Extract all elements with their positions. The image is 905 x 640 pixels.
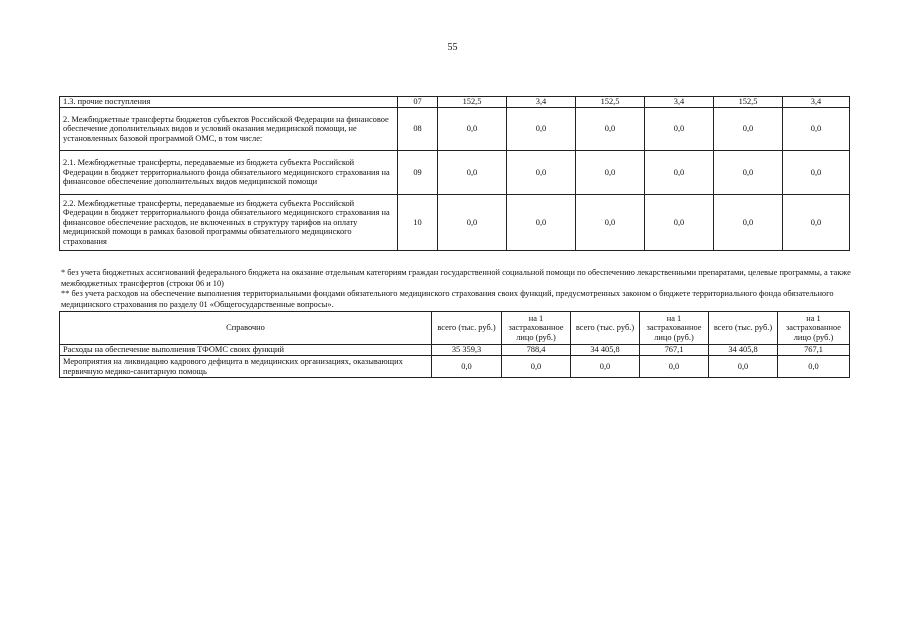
cell-value: 0,0: [576, 151, 645, 195]
column-header: на 1 застрахованное лицо (руб.): [640, 312, 709, 345]
cell-value: 3,4: [783, 97, 850, 108]
cell-value: 0,0: [507, 108, 576, 151]
reference-table: [59, 311, 850, 378]
cell-value: 0,0: [502, 356, 571, 378]
row-code: 10: [398, 195, 438, 251]
column-header: всего (тыс. руб.): [432, 312, 502, 345]
cell-value: 0,0: [714, 108, 783, 151]
column-header: на 1 застрахованное лицо (руб.): [778, 312, 850, 345]
cell-value: 0,0: [438, 151, 507, 195]
row-code: 07: [398, 97, 438, 108]
cell-value: 0,0: [576, 108, 645, 151]
cell-value: 3,4: [507, 97, 576, 108]
cell-value: 0,0: [783, 108, 850, 151]
cell-value: 35 359,3: [432, 345, 502, 356]
cell-value: 0,0: [645, 108, 714, 151]
cell-value: 152,5: [438, 97, 507, 108]
cell-value: 0,0: [438, 108, 507, 151]
row-code: 09: [398, 151, 438, 195]
cell-value: 0,0: [645, 151, 714, 195]
table-row: [60, 108, 850, 151]
cell-value: 34 405,8: [571, 345, 640, 356]
cell-value: 0,0: [571, 356, 640, 378]
cell-value: 0,0: [714, 195, 783, 251]
cell-value: 0,0: [714, 151, 783, 195]
row-label: 2. Межбюджетные трансферты бюджетов субъектов Российской Федерации на финансовое обеспечение дополнительных видов и условий оказания медицинской помощи, не установленных базовой программой ОМС, в том числе:: [60, 108, 398, 151]
cell-value: 0,0: [507, 151, 576, 195]
cell-value: 0,0: [709, 356, 778, 378]
cell-value: 767,1: [640, 345, 709, 356]
row-code: 08: [398, 108, 438, 151]
cell-value: 0,0: [640, 356, 709, 378]
financing-table: [59, 96, 850, 251]
table-row: [60, 151, 850, 195]
cell-value: 0,0: [432, 356, 502, 378]
row-label: Расходы на обеспечение выполнения ТФОМС своих функций: [60, 345, 432, 356]
table-row: [60, 97, 850, 108]
cell-value: 0,0: [783, 151, 850, 195]
row-label: 2.1. Межбюджетные трансферты, передаваемые из бюджета субъекта Российской Федерации в бюджет территориального фонда обязательного медицинского страхования на финансовое обеспечение дополнительных видов медицинской помощи: [60, 151, 398, 195]
cell-value: 152,5: [714, 97, 783, 108]
column-header: на 1 застрахованное лицо (руб.): [502, 312, 571, 345]
cell-value: 788,4: [502, 345, 571, 356]
column-header: всего (тыс. руб.): [709, 312, 778, 345]
row-label: 2.2. Межбюджетные трансферты, передаваемые из бюджета субъекта Российской Федерации в бюджет территориального фонда обязательного медицинского страхования на финансовое обеспечение расходов, не включенных в структуру тарифов на оплату медицинской помощи в рамках базовой программы обязательного медицинского страхования: [60, 195, 398, 251]
cell-value: 0,0: [783, 195, 850, 251]
cell-value: 34 405,8: [709, 345, 778, 356]
header-label: Справочно: [60, 312, 432, 345]
footnotes: [61, 268, 851, 310]
cell-value: 0,0: [645, 195, 714, 251]
table-row: [60, 345, 850, 356]
table-header-row: [60, 312, 850, 345]
cell-value: 0,0: [507, 195, 576, 251]
cell-value: 3,4: [645, 97, 714, 108]
row-label: 1.3. прочие поступления: [60, 97, 398, 108]
cell-value: 0,0: [576, 195, 645, 251]
page-number: 55: [447, 42, 458, 53]
footnote-1: * без учета бюджетных ассигнований федерального бюджета на оказание отдельным категориям граждан государственной социальной помощи по обеспечению лекарственными препаратами, целевые программы, а также межбюджетных трансфертов (строки 06 и 10): [61, 268, 851, 288]
cell-value: 767,1: [778, 345, 850, 356]
column-header: всего (тыс. руб.): [571, 312, 640, 345]
table-row: [60, 356, 850, 378]
cell-value: 0,0: [778, 356, 850, 378]
cell-value: 152,5: [576, 97, 645, 108]
cell-value: 0,0: [438, 195, 507, 251]
row-label: Мероприятия на ликвидацию кадрового дефицита в медицинских организациях, оказывающих первичную медико-санитарную помощь: [60, 356, 432, 378]
footnote-2: ** без учета расходов на обеспечение выполнения территориальными фондами обязательного медицинского страхования своих функций, предусмотренных законом о бюджете территориального фонда обязательного медицинского страхования по разделу 01 «Общегосударственные вопросы».: [61, 289, 834, 309]
table-row: [60, 195, 850, 251]
